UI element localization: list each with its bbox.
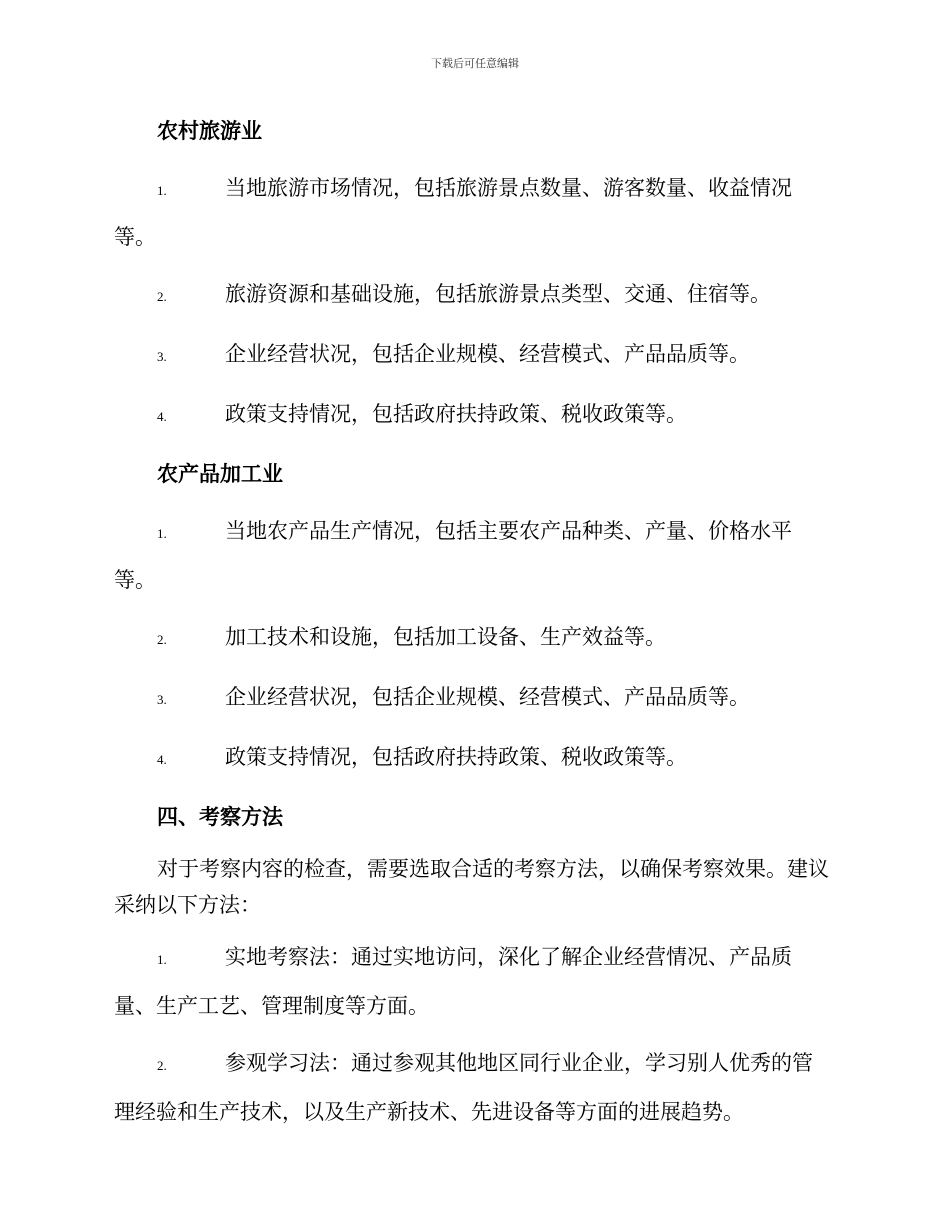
item-text: 旅游资源和基础设施，包括旅游景点类型、交通、住宿等。 xyxy=(225,282,771,306)
item-text: 加工技术和设施，包括加工设备、生产效益等。 xyxy=(225,625,666,649)
item-text: 实地考察法：通过实地访问，深化了解企业经营情况、产品质 xyxy=(225,945,792,969)
document-body xyxy=(114,108,834,1146)
item-text-continued: 等。 xyxy=(114,225,156,249)
item-text: 参观学习法：通过参观其他地区同行业企业，学习别人优秀的管 xyxy=(225,1051,813,1075)
item-number: 1. xyxy=(157,183,167,198)
item-number: 2. xyxy=(157,289,167,304)
item-number: 4. xyxy=(157,752,167,767)
list-item xyxy=(114,1040,834,1135)
item-number: 1. xyxy=(157,526,167,541)
section-heading: 农产品加工业 xyxy=(157,461,283,486)
item-number: 3. xyxy=(157,692,167,707)
item-text-continued: 理经验和生产技术，以及生产新技术、先进设备等方面的进展趋势。 xyxy=(114,1100,744,1124)
section-heading: 农村旅游业 xyxy=(157,118,262,143)
item-number: 2. xyxy=(157,1058,167,1073)
item-text: 当地农产品生产情况，包括主要农产品种类、产量、价格水平 xyxy=(225,519,792,543)
item-text: 当地旅游市场情况，包括旅游景点数量、游客数量、收益情况 xyxy=(225,176,792,200)
item-text: 企业经营状况，包括企业规模、经营模式、产品品质等。 xyxy=(225,685,750,709)
item-text: 企业经营状况，包括企业规模、经营模式、产品品质等。 xyxy=(225,342,750,366)
list-item xyxy=(114,614,834,663)
item-number: 2. xyxy=(157,632,167,647)
page-header: 下载后可任意编辑 xyxy=(431,57,519,70)
item-text-continued: 等。 xyxy=(114,568,156,592)
list-item xyxy=(114,165,834,260)
intro-paragraph: 对于考察内容的检查，需要选取合适的考察方法，以确保考察效果。建议采纳以下方法： xyxy=(114,857,829,917)
list-item xyxy=(114,271,834,320)
item-text: 政策支持情况，包括政府扶持政策、税收政策等。 xyxy=(225,745,687,769)
list-item xyxy=(114,734,834,783)
item-number: 3. xyxy=(157,349,167,364)
list-item xyxy=(114,934,834,1029)
item-text-continued: 量、生产工艺、管理制度等方面。 xyxy=(114,994,429,1018)
item-text: 政策支持情况，包括政府扶持政策、税收政策等。 xyxy=(225,402,687,426)
list-item xyxy=(114,508,834,603)
list-item xyxy=(114,674,834,723)
list-item xyxy=(114,391,834,440)
list-item xyxy=(114,331,834,380)
section-heading: 四、考察方法 xyxy=(157,804,283,829)
item-number: 1. xyxy=(157,952,167,967)
item-number: 4. xyxy=(157,409,167,424)
